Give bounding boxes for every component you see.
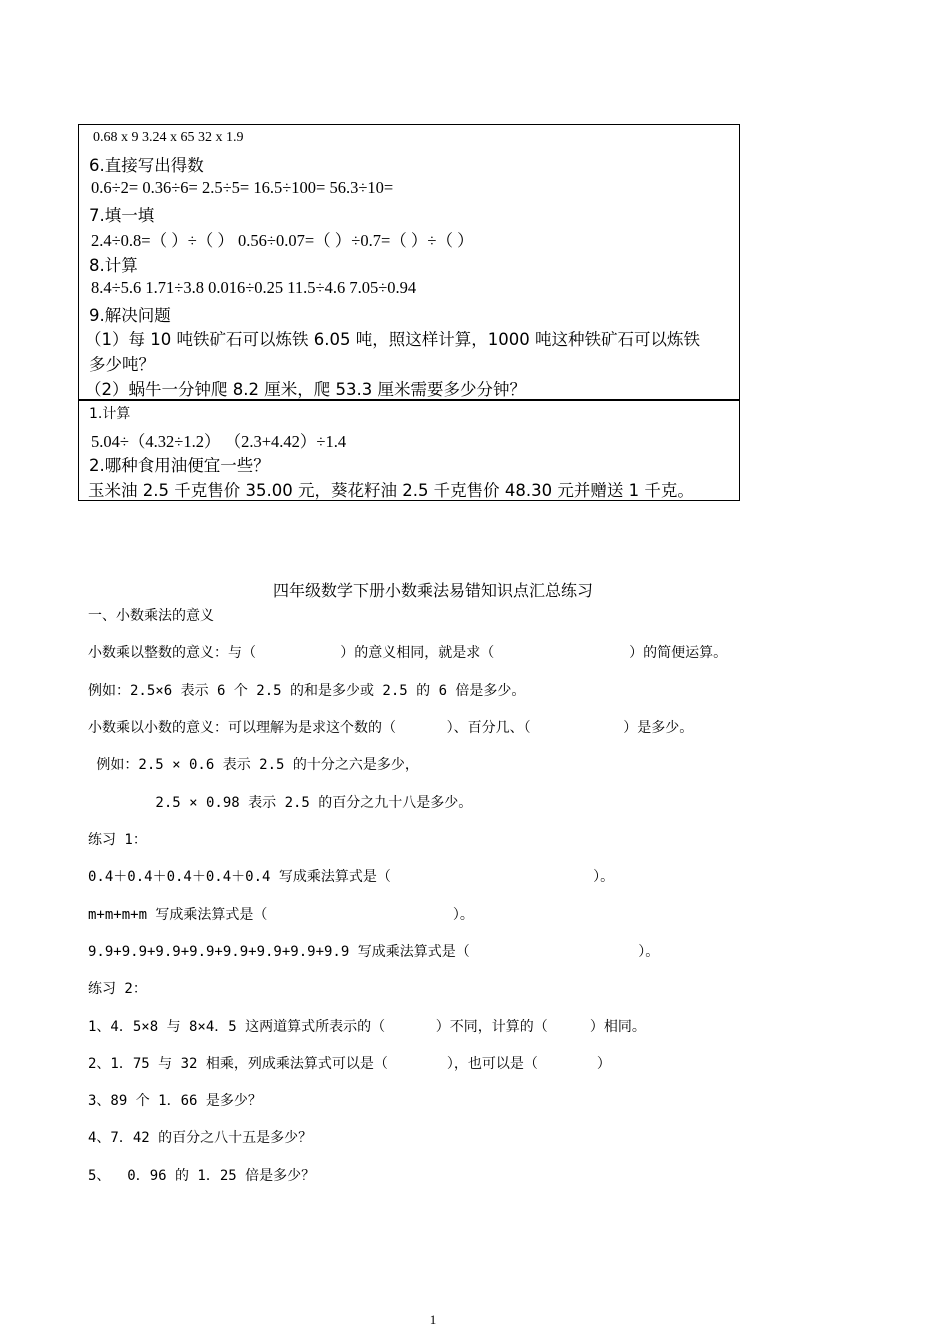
- text-line: m+m+m+m 写成乘法算式是（ ）。: [88, 907, 474, 923]
- text-line: 2.5 × 0.98 表示 2.5 的百分之九十八是多少。: [88, 795, 473, 811]
- heading-8: 8.计算: [89, 256, 138, 275]
- text-line: 1、4．5×8 与 8×4．5 这两道算式所表示的（ ）不同，计算的（ ）相同。: [88, 1019, 646, 1035]
- text-line: 9.9+9.9+9.9+9.9+9.9+9.9+9.9+9.9 写成乘法算式是（ ）。: [88, 944, 660, 960]
- heading-7: 7.填一填: [89, 206, 155, 225]
- calc-expressions: 5.04÷（4.32÷1.2） （2.3+4.42）÷1.4: [91, 432, 347, 451]
- multiplication-row: 0.68 x 9 3.24 x 65 32 x 1.9: [93, 130, 244, 145]
- exercise-box-1: [78, 124, 740, 401]
- heading-6: 6.直接写出得数: [89, 156, 204, 175]
- heading-calc: 1.计算: [89, 406, 131, 422]
- problem-2: （2）蜗牛一分钟爬 8.2 厘米，爬 53.3 厘米需要多少分钟？: [85, 380, 526, 399]
- document-title: 四年级数学下册小数乘法易错知识点汇总练习: [272, 581, 593, 600]
- page-number: 1: [429, 1312, 437, 1327]
- practice-heading: 练习 1：: [88, 832, 147, 848]
- text-line: 小数乘以整数的意义：与（ ）的意义相同，就是求（ ）的简便运算。: [88, 645, 728, 661]
- text-line: 5、 0．96 的 1．25 倍是多少？: [88, 1168, 316, 1184]
- text-line: 4、7．42 的百分之八十五是多少？: [88, 1130, 313, 1146]
- problem-1-line-2: 多少吨？: [89, 355, 155, 374]
- text-line: 0.4＋0.4＋0.4＋0.4＋0.4 写成乘法算式是（ ）。: [88, 869, 615, 885]
- heading-9: 9.解决问题: [89, 306, 171, 325]
- fill-in-row: 2.4÷0.8=（ ）÷（ ） 0.56÷0.07=（ ）÷0.7=（ ）÷（ ）: [91, 231, 474, 250]
- calculation-row: 8.4÷5.6 1.71÷3.8 0.016÷0.25 11.5÷4.6 7.05÷0.94: [91, 278, 417, 297]
- text-line: 3、89 个 1．66 是多少？: [88, 1093, 262, 1109]
- direct-answer-row: 0.6÷2= 0.36÷6= 2.5÷5= 16.5÷100= 56.3÷10=: [91, 178, 394, 197]
- text-line: 例如：2.5 × 0.6 表示 2.5 的十分之六是多少，: [88, 757, 419, 773]
- heading-oil: 2.哪种食用油便宜一些？: [89, 456, 270, 475]
- practice-heading: 练习 2：: [88, 981, 147, 997]
- section-heading: 一、小数乘法的意义: [88, 608, 214, 624]
- text-line: 小数乘以小数的意义：可以理解为是求这个数的（ ）、百分几、（ ）是多少。: [88, 720, 694, 736]
- problem-1-line-1: （1）每 10 吨铁矿石可以炼铁 6.05 吨，照这样计算，1000 吨这种铁矿石可以炼铁: [85, 330, 700, 349]
- oil-problem: 玉米油 2.5 千克售价 35.00 元，葵花籽油 2.5 千克售价 48.30 元并赠送 1 千克。: [88, 481, 694, 500]
- text-line: 2、1．75 与 32 相乘，列成乘法算式可以是（ ），也可以是（ ）: [88, 1056, 611, 1072]
- exercise-box-2: [78, 399, 740, 501]
- text-line: 例如：2.5×6 表示 6 个 2.5 的和是多少或 2.5 的 6 倍是多少。: [88, 683, 526, 699]
